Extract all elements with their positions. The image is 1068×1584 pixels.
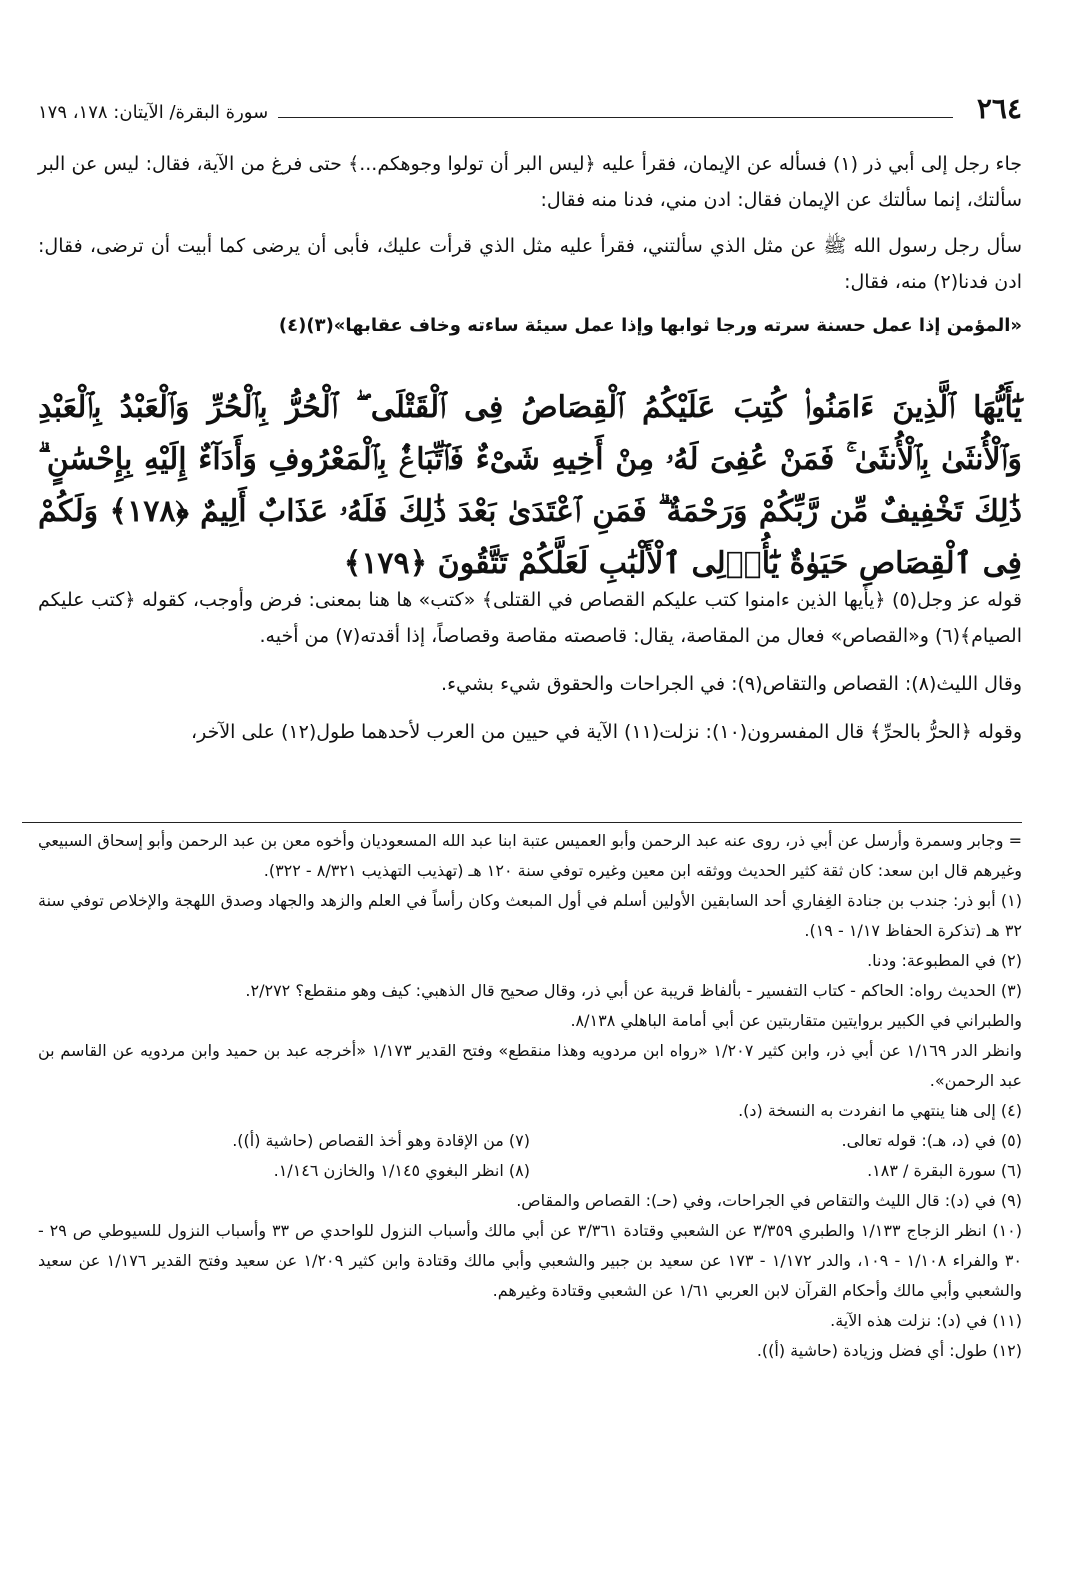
tafsir-paragraph-2: وقال الليث(٨): القصاص والتقاص(٩): في الجراحات والحقوق شيء بشيء. <box>441 673 1022 695</box>
footnote-2: (٢) في المطبوعة: ودنا. <box>867 951 1022 970</box>
footnote-9: (٩) في (د): قال الليث والتقاص في الجراحات، وفي (حـ): القصاص والمقاص. <box>516 1191 1022 1210</box>
tafsir-section <box>38 582 1022 750</box>
quran-verse-block <box>38 382 1022 590</box>
page-header <box>38 86 1022 126</box>
quran-verse: يَٰٓأَيُّهَا ٱلَّذِينَ ءَامَنُوا۟ كُتِبَ عَلَيْكُمُ ٱلْقِصَاصُ فِى ٱلْقَتْلَى ۖ ٱلْحُرُّ بِٱلْحُرِّ وَٱلْعَبْدُ بِٱلْعَبْدِ وَٱلْأُنثَىٰ بِٱلْأُنثَىٰ ۚ فَمَنْ عُفِىَ لَهُۥ مِنْ أَخِيهِ شَىْءٌ فَٱتِّبَاعٌۢ بِٱلْمَعْرُوفِ وَأَدَآءٌ إِلَيْهِ بِإِحْسَٰنٍ ۗ ذَٰلِكَ تَخْفِيفٌ مِّن رَّبِّكُمْ وَرَحْمَةٌ ۗ فَمَنِ ٱعْتَدَىٰ بَعْدَ ذَٰلِكَ فَلَهُۥ عَذَابٌ أَلِيمٌ ﴿١٧٨﴾ وَلَكُمْ فِى ٱلْقِصَاصِ حَيَوٰةٌ يَٰٓأُو۟لِى ٱلْأَلْبَٰبِ لَعَلَّكُمْ تَتَّقُونَ ﴿١٧٩﴾ <box>38 390 1023 581</box>
body-text <box>38 146 1022 344</box>
footnote-1: (١) أبو ذر: جندب بن جنادة الغِفاري أحد السابقين الأولين أسلم في أول المبعث وكان رأساً في العلم والزهد والجهاد وصدق اللهجة والإخلاص توفي سنة ٣٢ هـ (تذكرة الحفاظ ١/١٧ - ١٩). <box>38 891 1022 940</box>
footnote-10: (١٠) انظر الزجاج ١/١٣٣ والطبري ٣/٣٥٩ عن الشعبي وقتادة ٣/٣٦١ عن أبي مالك وأسباب النزول للواحدي ص ٣٣ وأسباب النزول للسيوطي ص ٢٩ - ٣٠ والفراء ١/١٠٨ - ١٠٩، والدر ١/١٧٢ - ١٧٣ عن سعيد بن جبير والشعبي وأبي مالك وقتادة وابن كثير ١/٢٠٩ عن سعيد وفتح القدير ١/١٧٦ عن سعيد والشعبي وأبي مالك وأحكام القرآن لابن العربي ١/٦١ عن الشعبي وقتادة وغيرهم. <box>38 1221 1023 1300</box>
page-number: ٢٦٤ <box>976 92 1022 125</box>
footnote-7: (٧) من الإقادة وهو أخذ القصاص (حاشية (أ)). <box>232 1131 530 1150</box>
running-title: سورة البقرة/ الآيتان: ١٧٨، ١٧٩ <box>38 102 269 123</box>
footnote-row <box>38 1126 1022 1156</box>
footnotes <box>38 826 1022 1366</box>
tafsir-paragraph-1: قوله عز وجل(٥) ﴿يأيها الذين ءامنوا كتب عليكم القصاص في القتلى﴾ «كتب» ها هنا بمعنى: فرض وأوجب، كقوله ﴿كتب عليكم الصيام﴾(٦) و«القصاص» فعال من المقاصة، يقال: قاصصته مقاصة وقصاصاً، إذا أقدته(٧) من أخيه. <box>38 589 1022 647</box>
body-paragraph-2: سأل رجل رسول الله ﷺ عن مثل الذي سألتني، فقرأ عليه مثل الذي قرأت عليك، فأبى أن يرضى كما أبيت أن ترضى، فقال: ادن فدنا(٢) منه، فقال: <box>38 235 1022 293</box>
footnote-row <box>38 1156 1022 1186</box>
hadith-quote: «المؤمن إذا عمل حسنة سرته ورجا ثوابها وإذا عمل سيئة ساءته وخاف عقابها»(٣)(٤) <box>278 315 1022 336</box>
header-rule <box>278 117 953 118</box>
footnote-5: (٥) في (د، هـ): قوله تعالى. <box>841 1131 1022 1150</box>
footnote-3-cont: وانظر الدر ١/١٦٩ عن أبي ذر، وابن كثير ١/٢٠٧ «رواه ابن مردويه وهذا منقطع» وفتح القدير ١/١٧٣ «أخرجه عبد بن حميد وابن مردويه عن القاسم بن عبد الرحمن». <box>38 1041 1023 1090</box>
footnote-3-cont: والطبراني في الكبير بروايتين متقاربتين عن أبي أمامة الباهلي ٨/١٣٨. <box>570 1011 1022 1030</box>
footnote-4: (٤) إلى هنا ينتهي ما انفردت به النسخة (د). <box>738 1101 1022 1120</box>
footnote-divider <box>22 822 1022 823</box>
body-paragraph-1: جاء رجل إلى أبي ذر (١) فسأله عن الإيمان، فقرأ عليه ﴿ليس البر أن تولوا وجوهكم...﴾ حتى فرغ من الآية، فقال: ليس عن البر سألتك، إنما سألتك عن الإيمان فقال: ادن مني، فدنا منه فقال: <box>38 153 1022 211</box>
footnote-12: (١٢) طول: أي فضل وزيادة (حاشية (أ)). <box>756 1341 1022 1360</box>
tafsir-paragraph-3: وقوله ﴿الحرُّ بالحرِّ﴾ قال المفسرون(١٠): نزلت(١١) الآية في حيين من العرب لأحدهما طول(١٢) على الآخر، <box>190 721 1022 743</box>
footnote-3: (٣) الحديث رواه: الحاكم - كتاب التفسير - بألفاظ قريبة عن أبي ذر، وقال صحيح قال الذهبي: كيف وهو منقطع؟ ٢/٢٧٢. <box>245 981 1022 1000</box>
footnote-6: (٦) سورة البقرة / ١٨٣. <box>867 1161 1022 1180</box>
footnote-11: (١١) في (د): نزلت هذه الآية. <box>830 1311 1022 1330</box>
footnote-8: (٨) انظر البغوي ١/١٤٥ والخازن ١/١٤٦. <box>273 1161 530 1180</box>
footnote-continuation: = وجابر وسمرة وأرسل عن أبي ذر، روى عنه عبد الرحمن وأبو العميس عتبة ابنا عبد الله المسعوديان وأخوه معن بن عبد الرحمن وأبو إسحاق السبيعي وغيرهم قال ابن سعد: كان ثقة كثير الحديث ووثقه ابن معين وغيره توفي سنة ١٢٠ هـ (تهذيب التهذيب ٨/٣٢١ - ٣٢٢). <box>38 831 1022 880</box>
